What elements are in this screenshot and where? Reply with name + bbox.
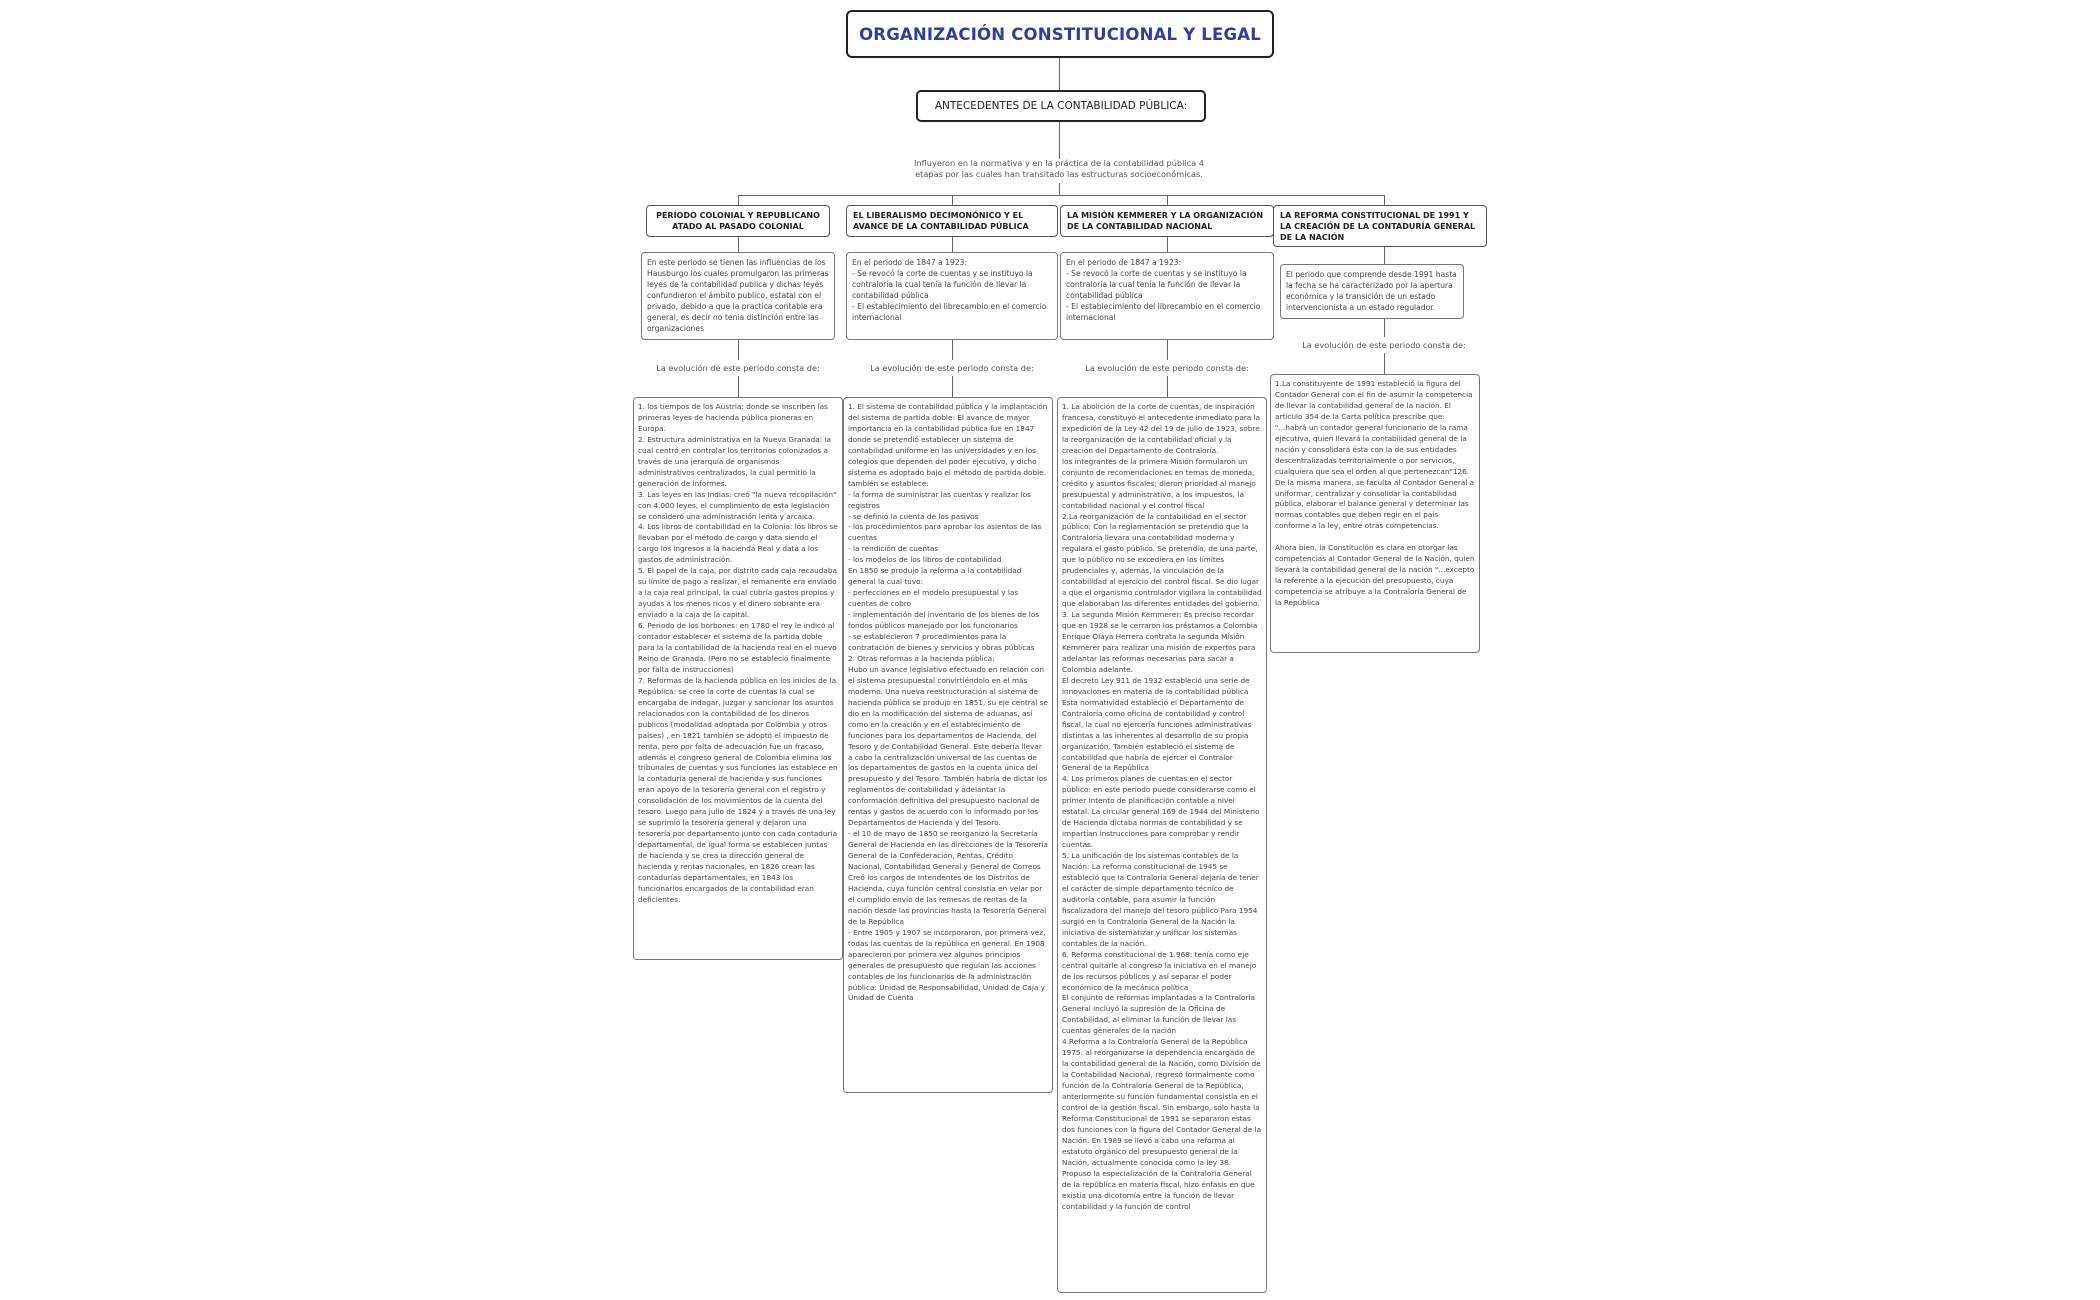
connector-root: [1059, 58, 1060, 90]
connector-c1a: [738, 237, 739, 252]
connector-c1b: [738, 340, 739, 360]
connector-horizontal: [738, 195, 1384, 196]
period-4-description: El periodo que comprende desde 1991 hasta la fecha se ha caracterizado por la apertura económica y la transición de un estado intervencionista a un estado regulador.: [1280, 264, 1464, 319]
root-title: ORGANIZACIÓN CONSTITUCIONAL Y LEGAL: [846, 10, 1274, 58]
connector-c3b: [1167, 340, 1168, 360]
connector-sub: [1059, 122, 1060, 159]
period-1-title: PERÍODO COLONIAL Y REPUBLICANO ATADO AL PASADO COLONIAL: [646, 205, 830, 237]
period-1-evolution-text: 1. los tiempos de los Austria: donde se inscriben las primeras leyes de hacienda pública pioneras en Europa. 2. Estructura administrativa en la Nueva Granada: la cual centró en controlar los territorios colonizados a través de una jerarquía de organismos administrativos centralizados, la cual permitió la generación de informes. 3. Las leyes en las Indias: creó "la nueva recopilación" con 4.000 leyes, el cumplimiento de esta legislación se consideró una administración lenta y arcaica. 4. Los libros de contabilidad en la Colonia: los libros se llevaban por el método de cargo y data siendo el cargo los ingresos a la hacienda Real y data a los gastos de administración. 5. El papel de la caja, por distrito cada caja recaudaba su límite de pago a realizar, el remanente era enviado a la caja real principal, la cual cubría gastos propios y ayudas a los menos ricos y el dinero sobrante era enviado a la caja de la capital. 6. Periodo de los borbones: en 1780 el rey le indicó al contador establecer el sistema de la partida doble para la la contabilidad de la hacienda real en el nuevo Reino de Granada. (Pero no se estableció finalmente por falta de instrucciones) 7. Reformas de la hacienda pública en los inicios de la República: se creo la corte de cuentas la cual se encargaba de indagar, juzgar y sancionar los asuntos relacionados con la contabilidad de los dineros publicos (modalidad adoptada por Colombia y otros paises) , en 1821 también se adoptó el impuesto de renta, pero por falta de adecuación fue un fracaso, además el congreso general de Colombia elimina los tribunales de cuentas y sus funciones las establece en la contaduría general de hacienda y sus funciones eran apoyo de la tesorería general con el registro y consolidación de los movimientos de la cuenta del tesoro. Luego para julio de 1824 y a través de una ley se suprimió la tesorería general y dejaron una tesorería por departamento junto con cada contaduría departamental, de igual forma se establecen juntas de hacienda y se crea la dirección general de hacienda y rentas nacionales, en 1826 crean las contadurías departamentales, en 1843 los funcionarios encargados de la contabilidad eran deficientes.: [633, 397, 843, 960]
period-3-evolution-text: 1. La abolición de la corte de cuentas, de inspiración francesa, constituyó el antecedente inmediato para la expedición de la Ley 42 del 19 de julio de 1923, sobre la reorganización de la contabilidad oficial y la creación del Departamento de Contraloría. los integrantes de la primera Misión formularon un conjunto de recomendaciones en temas de moneda, crédito y asuntos fiscales; dieron prioridad al manejo presupuestal y administrativo, a los impuestos, la contabilidad nacional y el control fiscal 2.La reorganización de la contabilidad en el sector público: Con la reglamentación se pretendió que la Contraloría llevara una contabilidad moderna y regulara el gasto público. Se pretendía, de una parte, que lo público no se excediera en los límites prudenciales y, además, la vinculación de la contabilidad al ejercicio del control fiscal. Se dio lugar a que el organismo controlador vigilara la contabilidad que elaboraban las diferentes entidades del gobierno. 3. La segunda Misión Kemmerer: Es preciso recordar que en 1928 se le cerraron los préstamos a Colombia Enrique Olaya Herrera contrata la segunda Misión Kemmerer para realizar una misión de expertos para adelantar las reformas necesarias para sacar a Colombia adelante. El decreto Ley 911 de 1932 estableció una serie de innovaciones en materia de la contabilidad pública Esta normatividad estableció el Departamento de Contraloría como oficina de contabilidad y control fiscal, la cual no ejercería funciones administrativas distintas a las inherentes al desarrollo de su propia organización. También estableció el sistema de contabilidad que habría de ejercer el Contralor General de la República 4. Los primeros planes de cuentas en el sector público: en este periodo puede considerarse como el primer intento de planificación contable a nivel estatal. La circular general 169 de 1944 del Ministerio de Hacienda dictaba normas de contabilidad y se impartían instrucciones para comprobar y rendir cuentas. 5. La unificación de los sistemas contables de la Nación: La reforma constitucional de 1945 se estableció que la Contraloría General dejaría de tener el carácter de simple departamento técnico de auditoría contable, para asumir la función fiscalizadora del manejo del tesoro público Para 1954 surgió en la Contraloría General de la Nación la iniciativa de sistematizar y unificar los sistemas contables de la nación. 6. Reforma constitucional de 1.968: tenía como eje central quitarle al congreso la iniciativa en el manejo de los recursos públicos y así separar el poder económico de la mecánica política El conjunto de reformas implantadas a la Contraloría General incluyó la supresión de la Oficina de Contabilidad, al eliminar la función de llevar las cuentas generales de la nación 4.Reforma a la Contraloría General de la República 1975: al reorganizarse la dependencia encargada de la contabilidad general de la Nación, como División de la Contabilidad Nacional, regresó formalmente como función de la Contraloría General de la República, anteriormente su función fundamental consistía en el control de la gestión fiscal. Sin embargo, solo hasta la Reforma Constitucional de 1991 se separaron estas dos funciones con la figura del Contador General de la Nación. En 1989 se llevó a cabo una reforma al estatuto orgánico del presupuesto general de la Nación, actualmente conocida como la ley 38. Propuso la especialización de la Contraloría General de la república en materia fiscal, hizo énfasis en que existía una dicotomía entre la función de llevar contabilidad y la función de control: [1057, 397, 1267, 1293]
connector-c4b: [1384, 319, 1385, 337]
connector-col2: [952, 195, 953, 205]
period-4-title: LA REFORMA CONSTITUCIONAL DE 1991 Y LA CREACIÓN DE LA CONTADURÍA GENERAL DE LA NACIÓN: [1273, 205, 1487, 247]
connector-c4a: [1384, 247, 1385, 264]
connector-c3c: [1167, 376, 1168, 397]
connector-c2c: [952, 376, 953, 397]
period-4-evolution-label: La evolución de este periodo consta de:: [1302, 340, 1466, 350]
subtopic-box: ANTECEDENTES DE LA CONTABILIDAD PÚBLICA:: [916, 90, 1206, 122]
connector-note: [1059, 183, 1060, 195]
connector-col1: [738, 195, 739, 205]
period-3-evolution-label: La evolución de este periodo consta de:: [1085, 363, 1249, 373]
connector-col4: [1384, 195, 1385, 205]
connector-c3a: [1167, 237, 1168, 252]
period-1-evolution-label: La evolución de este periodo consta de:: [656, 363, 820, 373]
period-3-description: En el periodo de 1847 a 1923: - Se revocó la corte de cuentas y se instituyo la contraloría la cual tenía la función de llevar la contabilidad pública - El establecimiento del librecambio en el comercio internacional: [1060, 252, 1274, 340]
intro-note: Influyeron en la normativa y en la práctica de la contabilidad pública 4 etapas por las cuales han transitado las estructuras socioeconómicas.: [914, 158, 1204, 179]
connector-c2a: [952, 237, 953, 252]
period-2-evolution-text: 1. El sistema de contabilidad pública y la implantación del sistema de partida doble: El avance de mayor importancia en la contabilidad pública fue en 1847 donde se pretendió establecer un sistema de contabilidad uniforme en las universidades y en los colegios que dependen del poder ejecutivo, y dicho sistema es adoptado bajo el método de partida doble. también se establece: - la forma de suministrar las cuentas y realizar los registros - se definió la cuenta de los pasivos - los procedimientos para aprobar los asientos de las cuentas - la rendición de cuentas - los modelos de los libros de contabilidad En 1850 se produjo la reforma a la contabilidad general la cual tuvo: - perfecciones en el modelo presupuestal y las cuentas de cobro - implementación del inventario de los bienes de los fondos públicos manejado por los funcionarios - se establecieron 7 procedimientos para la contratación de bienes y servicios y obras públicas 2. Otras reformas a la hacienda pública: Hubo un avance legislativo efectuado en relación con el sistema presupuestal convirtiéndolo en el más moderno. Una nueva reestructuración al sistema de hacienda pública se produjo en 1851, su eje central se dio en la modificación del sistema de aduanas, así como en la creación y en el establecimiento de funciones para los departamentos de Hacienda, del Tesoro y de Contabilidad General. Este debería llevar a cabo la centralización universal de las cuentas de los departamentos de gastos en la cuenta única del presupuesto y del Tesoro. También habría de dictar los reglamentos de contabilidad y adelantar la conformación definitiva del presupuesto nacional de rentas y gastos de acuerdo con lo informado por los Departamentos de Hacienda y del Tesoro. - el 10 de mayo de 1850 se reorganizó la Secretaría General de Hacienda en las direcciones de la Tesorería General de la Confederación, Rentas, Crédito Nacional, Contabilidad General y General de Correos Creó los cargos de Intendentes de los Distritos de Hacienda, cuya función central consistía en velar por el cumplido envío de las remesas de rentas de la nación desde las provincias hasta la Tesorería General de la República - Entre 1905 y 1907 se incorporaron, por primera vez, todas las cuentas de la república en general. En 1908 aparecieron por primera vez algunos principios generales de presupuesto que regulan las acciones contables de los funcionarios de la administración pública: Unidad de Responsabilidad, Unidad de Caja y Unidad de Cuenta: [843, 397, 1053, 1093]
period-4-evolution-text: 1.La constituyente de 1991 estableció la figura del Contador General con el fin de asumir la competencia de llevar la contabilidad general de la nación. El artículo 354 de la Carta política prescribe que: "...habrá un contador general funcionario de la rama ejecutiva, quien llevará la contabilidad general de la nación y consolidará ésta con la de sus entidades descentralizadas territorialmente o por servicios, cualquiera que sea el orden al que pertenezcan"126. De la misma manera, se faculta al Contador General a uniformar, centralizar y consolidar la contabilidad pública, elaborar el balance general y determinar las normas contables que deben regir en el país conforme a la ley, entre otras competencias. Ahora bien, la Constitución es clara en otorgar las competencias al Contador General de la Nación, quien llevará la contabilidad general de la nación "...excepto la referente a la ejecución del presupuesto, cuya competencia se atribuye a la Contraloría General de la República: [1270, 374, 1480, 653]
period-1-description: En este periodo se tienen las influencias de los Hausburgo los cuales promulgaron las primeras leyes de la contabilidad publica y dichas leyes confundieron el ámbito publico, estatal con el privado, debido a que la practica contable era general, es decir no tenia distinción entre las organizaciones: [641, 252, 835, 340]
connector-col3: [1167, 195, 1168, 205]
connector-c2b: [952, 340, 953, 360]
period-2-evolution-label: La evolución de este periodo consta de:: [870, 363, 1034, 373]
connector-c1c: [738, 376, 739, 397]
period-3-title: LA MISIÓN KEMMERER Y LA ORGANIZACIÓN DE LA CONTABILIDAD NACIONAL: [1060, 205, 1274, 237]
period-2-title: EL LIBERALISMO DECIMONÓNICO Y EL AVANCE DE LA CONTABILIDAD PÚBLICA: [846, 205, 1058, 237]
period-2-description: En el periodo de 1847 a 1923: - Se revocó la corte de cuentas y se instituyo la contraloría la cual tenía la función de llevar la contabilidad pública - El establecimiento del librecambio en el comercio internacional: [846, 252, 1058, 340]
connector-c4c: [1384, 353, 1385, 374]
